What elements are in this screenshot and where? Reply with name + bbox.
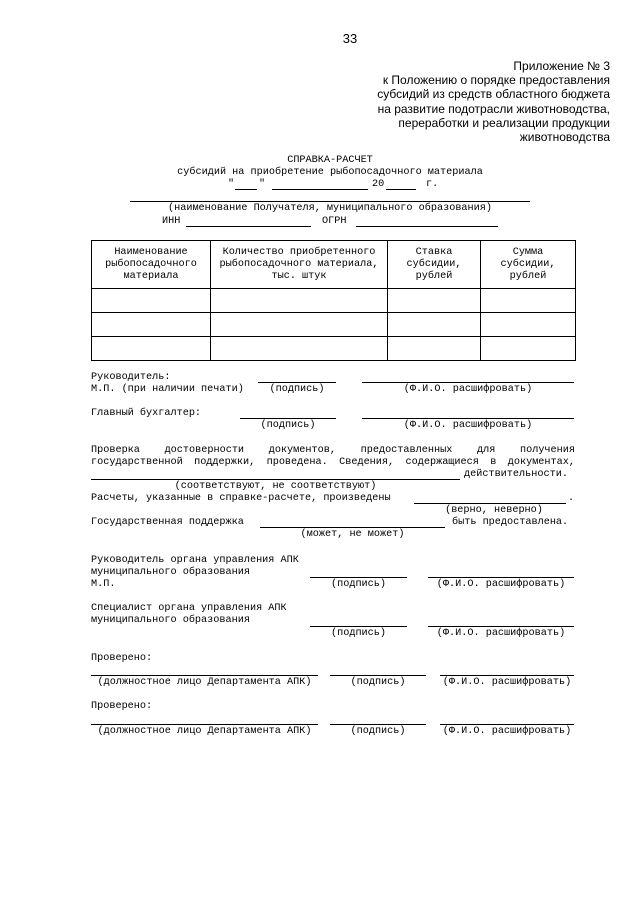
appendix-line: переработки и реализации продукции (398, 115, 610, 130)
support-decision-field[interactable] (260, 527, 445, 528)
checked-label-1: Проверено: (91, 653, 153, 664)
checked-official-caption-1: (должностное лицо Департамента АПК) (97, 677, 312, 688)
table-cell[interactable] (388, 337, 481, 361)
checked-signature-field-1[interactable] (330, 675, 426, 676)
apk-specialist-label-2: муниципального образования (91, 615, 250, 626)
column-header-amount: Сумма субсидии, рублей (481, 241, 576, 289)
director-signature-caption: (подпись) (269, 384, 325, 395)
chief-accountant-label: Главный бухгалтер: (91, 408, 202, 419)
recipient-caption: (наименование Получателя, муниципального образования) (167, 203, 492, 214)
ogrn-label: ОГРН (322, 216, 347, 227)
date-month-field[interactable] (272, 189, 368, 190)
appendix-heading (377, 59, 610, 144)
stamp-label: М.П. (при наличии печати) (91, 384, 244, 395)
apk-specialist-label-1: Специалист органа управления АПК (91, 603, 287, 614)
checked-fio-field-2[interactable] (440, 724, 574, 725)
director-fio-caption: (Ф.И.О. расшифровать) (403, 384, 533, 395)
apk-head-signature-field[interactable] (310, 577, 407, 578)
apk-specialist-fio-field[interactable] (428, 626, 574, 627)
column-header-rate: Ставка субсидии, рублей (388, 241, 481, 289)
director-label: Руководитель: (91, 372, 171, 383)
verification-correspond-field[interactable] (91, 479, 460, 480)
inn-field[interactable] (186, 226, 311, 227)
accountant-fio-caption: (Ф.И.О. расшифровать) (403, 420, 533, 431)
correct-caption: (верно, неверно) (445, 505, 543, 516)
checked-fio-field-1[interactable] (440, 675, 574, 676)
appendix-line: к Положению о порядке предоставления (382, 73, 610, 88)
support-end: быть предоставлена. (452, 517, 569, 528)
column-header-material: Наименование рыбопосадочного материала (92, 241, 211, 289)
table-row (92, 337, 576, 361)
document-subtitle: субсидий на приобретение рыбопосадочного материала (177, 167, 483, 178)
calc-end: . (568, 493, 575, 504)
table-cell[interactable] (481, 289, 576, 313)
checked-label-2: Проверено: (91, 701, 153, 712)
checked-signature-caption-1: (подпись) (350, 677, 406, 688)
checked-official-caption-2: (должностное лицо Департамента АПК) (97, 726, 312, 737)
apk-specialist-signature-caption: (подпись) (330, 628, 387, 639)
apk-head-fio-field[interactable] (428, 577, 574, 578)
date-year-prefix: 20 (372, 179, 385, 190)
table-cell[interactable] (92, 289, 211, 313)
checked-official-field-1[interactable] (91, 675, 318, 676)
document-title-block (0, 155, 640, 179)
appendix-line: на развитие подотрасли животноводства, (377, 101, 610, 116)
date-year-suffix: г. (426, 179, 439, 190)
date-quote-close: " (259, 179, 266, 190)
table-cell[interactable] (388, 313, 481, 337)
calc-result-field[interactable] (414, 503, 566, 504)
may-caption: (может, не может) (300, 529, 405, 540)
date-quote-open: " (228, 179, 235, 190)
table-cell[interactable] (388, 289, 481, 313)
table-cell[interactable] (481, 313, 576, 337)
appendix-line: Приложение № 3 (513, 59, 610, 73)
table-cell[interactable] (211, 289, 388, 313)
apk-stamp-label: М.П. (91, 579, 116, 590)
apk-specialist-fio-caption: (Ф.И.О. расшифровать) (436, 628, 566, 639)
table-row (92, 289, 576, 313)
accountant-signature-field[interactable] (240, 418, 336, 419)
apk-head-signature-caption: (подпись) (330, 579, 387, 590)
checked-fio-caption-1: (Ф.И.О. расшифровать) (442, 677, 572, 688)
inn-label: ИНН (162, 216, 181, 227)
checked-official-field-2[interactable] (91, 724, 318, 725)
table-cell[interactable] (481, 337, 576, 361)
correspond-caption: (соответствуют, не соответствуют) (174, 481, 377, 492)
director-fio-field[interactable] (362, 382, 574, 383)
apk-head-label-1: Руководитель органа управления АПК (91, 555, 299, 566)
appendix-line: субсидий из средств областного бюджета (377, 87, 610, 102)
recipient-name-field[interactable] (130, 201, 530, 202)
apk-head-label-2: муниципального образования (91, 567, 250, 578)
document-title: СПРАВКА-РАСЧЕТ (287, 155, 373, 166)
table-header-row (92, 241, 576, 289)
director-signature-field[interactable] (258, 382, 336, 383)
ogrn-field[interactable] (356, 226, 498, 227)
support-text: Государственная поддержка (91, 517, 244, 528)
verification-line-2: государственной поддержки, проведена. Сведения, содержащиеся в документах, (91, 457, 575, 468)
checked-fio-caption-2: (Ф.И.О. расшифровать) (442, 726, 572, 737)
checked-signature-field-2[interactable] (330, 724, 426, 725)
apk-specialist-signature-field[interactable] (310, 626, 407, 627)
table-cell[interactable] (211, 337, 388, 361)
date-year-field[interactable] (386, 189, 416, 190)
checked-signature-caption-2: (подпись) (350, 726, 406, 737)
table-cell[interactable] (211, 313, 388, 337)
table-cell[interactable] (92, 313, 211, 337)
table-row (92, 313, 576, 337)
table-cell[interactable] (92, 337, 211, 361)
accountant-fio-field[interactable] (362, 418, 574, 419)
accountant-signature-caption: (подпись) (260, 420, 316, 431)
subsidy-table (91, 240, 576, 361)
calc-text: Расчеты, указанные в справке-расчете, произведены (91, 493, 391, 504)
appendix-line: животноводства (519, 130, 610, 145)
column-header-quantity: Количество приобретенного рыбопосадочного материала, тыс. штук (211, 241, 388, 289)
page-number: 33 (342, 31, 358, 46)
verification-line-1: Проверка достоверности документов, предоставленных для получения (91, 445, 575, 456)
date-day-field[interactable] (235, 189, 257, 190)
verification-line-3: действительности. (464, 469, 568, 480)
apk-head-fio-caption: (Ф.И.О. расшифровать) (436, 579, 566, 590)
